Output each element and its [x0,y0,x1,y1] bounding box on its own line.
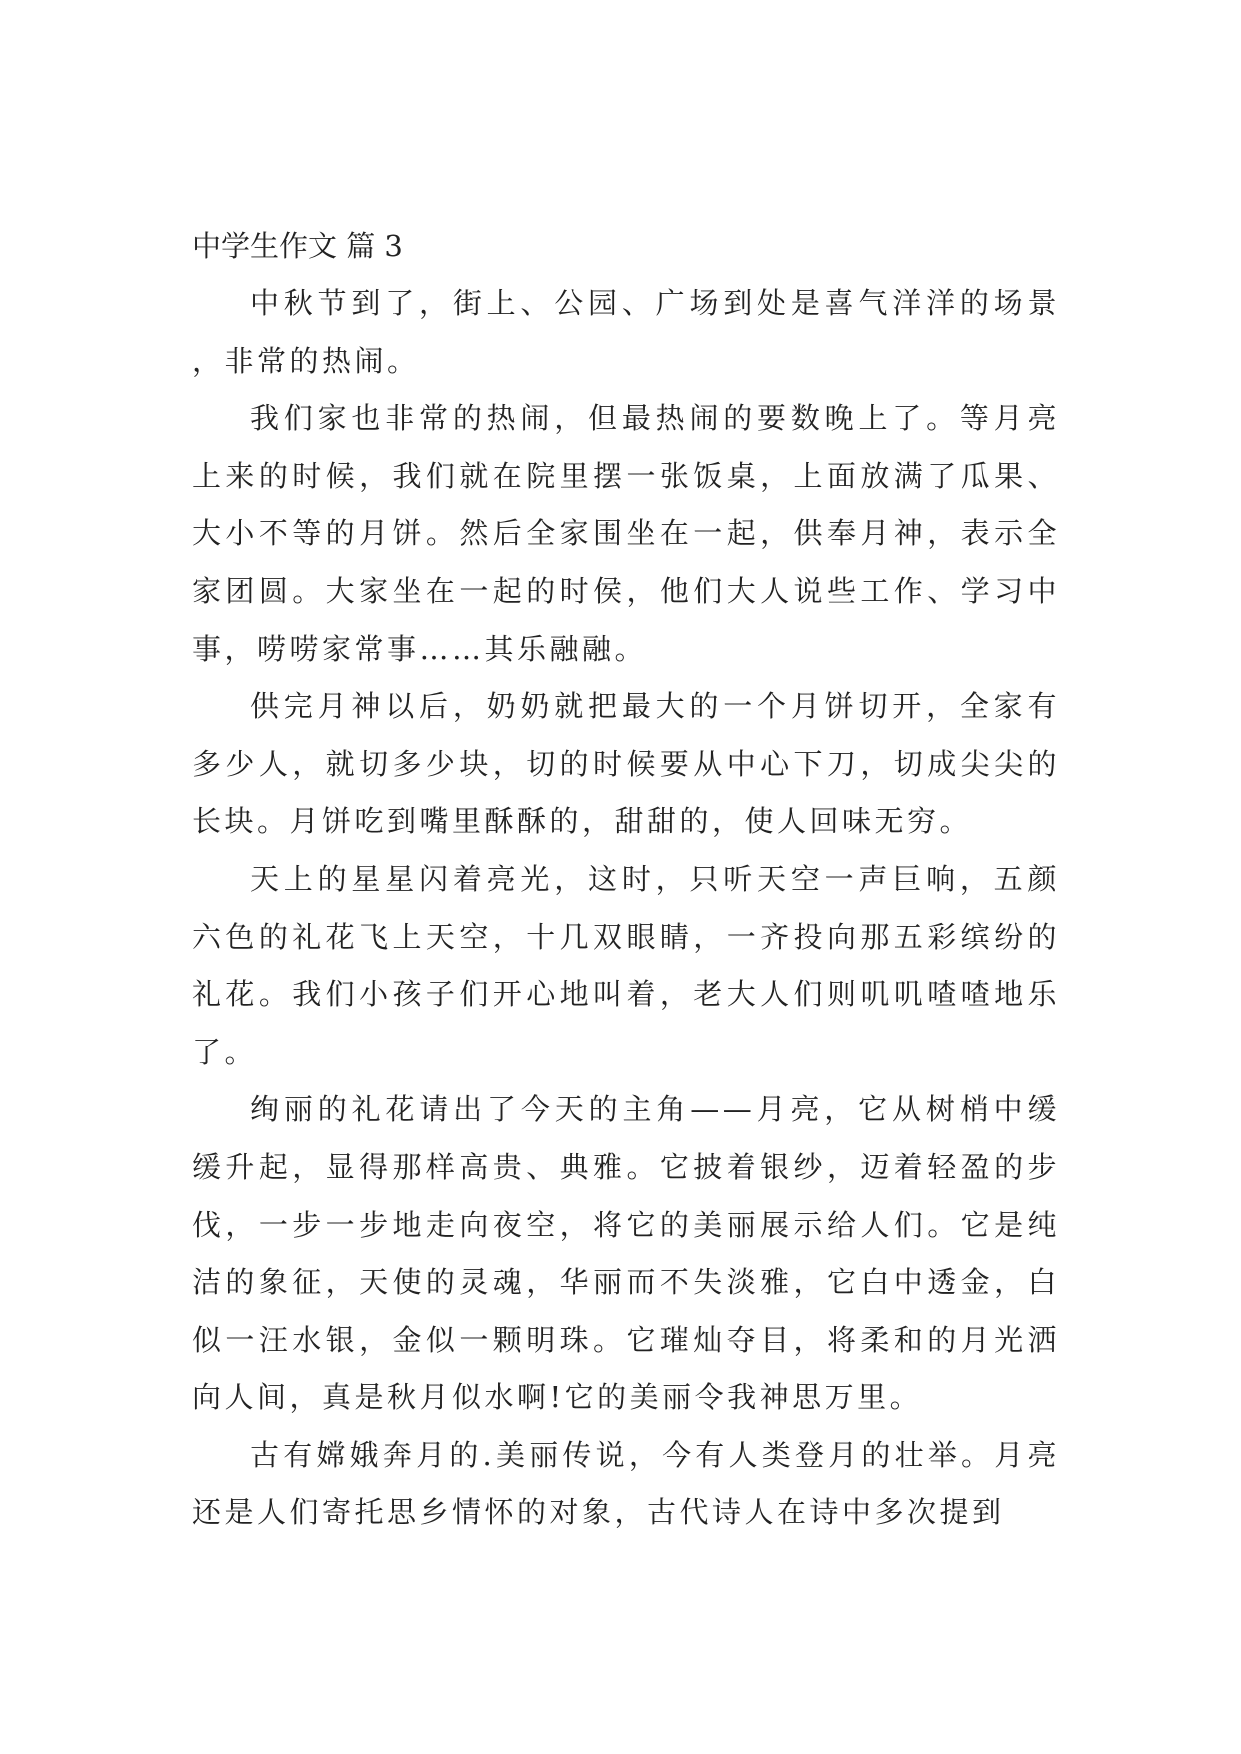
document-title: 中学生作文 篇 3 [192,229,403,263]
document-body [192,218,1060,1542]
paragraph-family-gathering: 我们家也非常的热闹，但最热闹的要数晚上了。等月亮上来的时候，我们就在院里摆一张饭桌，上面放满了瓜果、大小不等的月饼。然后全家围坐在一起，供奉月神，表示全家团圆。大家坐在一起的时侯，他们大人说些工作、学习中事，唠唠家常事……其乐融融。 [192,401,1060,666]
paragraph-moon-legend: 古有嫦娥奔月的.美丽传说，今有人类登月的壮举。月亮还是人们寄托思乡情怀的对象，古代诗人在诗中多次提到 [192,1437,1060,1530]
paragraph-mooncake-cutting: 供完月神以后，奶奶就把最大的一个月饼切开，全家有多少人，就切多少块，切的时候要从中心下刀，切成尖尖的长块。月饼吃到嘴里酥酥的，甜甜的，使人回味无穷。 [192,689,1060,839]
paragraph-moon-description: 绚丽的礼花请出了今天的主角——月亮，它从树梢中缓缓升起，显得那样高贵、典雅。它披着银纱，迈着轻盈的步伐，一步一步地走向夜空，将它的美丽展示给人们。它是纯洁的象征，天使的灵魂，华丽而不失淡雅，它白中透金，白似一汪水银，金似一颗明珠。它璀灿夺目，将柔和的月光洒向人间，真是秋月似水啊!它的美丽令我神思万里。 [192,1092,1060,1415]
paragraph-fireworks: 天上的星星闪着亮光，这时，只听天空一声巨响，五颜六色的礼花飞上天空，十几双眼睛，一齐投向那五彩缤纷的礼花。我们小孩子们开心地叫着，老大人们则叽叽喳喳地乐了。 [192,861,1060,1069]
paragraph-mid-autumn-intro: 中秋节到了，街上、公园、广场到处是喜气洋洋的场景，非常的热闹。 [192,286,1060,378]
